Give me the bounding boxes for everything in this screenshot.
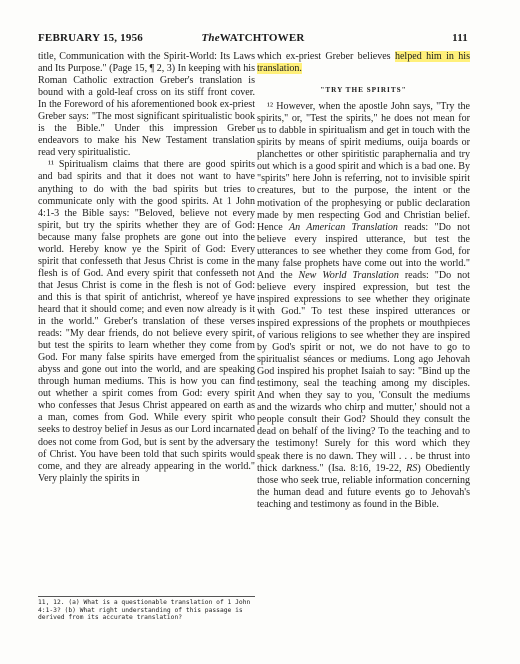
- page-number: 111: [452, 32, 468, 44]
- study-questions-footnote: 11, 12. (a) What is a questionable translation of 1 John 4:1-3? (b) What right understanding of this passage is derived from its accurate translation?: [38, 596, 255, 622]
- highlighted-text: helped him in his translation.: [257, 51, 470, 75]
- paragraph-12-part-c: reads: "Do not believe every inspired expression, but test the inspired expressions to see whether they originate with God." To test these inspired utterances or inspired expressions of the prophets or mouthpieces of various religions to see whether they are inspired by God's spirit or not, we do not have to go to spiritualist séances or mediums. Long ago Jehovah God inspired his prophet Isaiah to say: "Bind up the testimony, seal the teaching among my disciples. And when they say to you, 'Consult the mediums and the wizards who chirp and mutter,' should not a people consult their God? Should they consult the dead on behalf of the living? To the teaching and to the testimony! Surely for this word which they speak there is no dawn. They will . . . be thrust into thick darkness." (Isa. 8:16, 19-22,: [257, 269, 470, 474]
- issue-date: FEBRUARY 15, 1956: [38, 32, 143, 44]
- paragraph-11: ¹¹ Spiritualism claims that there are good spirits and bad spirits and that it does not want to have anything to do with the bad spirits but tries to communicate only with the good spirits. At 1 John 4:1-3 the Bible says: "Beloved, believe not every spirit, but try the spirits whether they are of God: because many false prophets are gone out into the world. Hereby know ye the Spirit of God: Every spirit that confesseth that Jesus Christ is come in the flesh is of God. And every spirit that confesseth not that Jesus Christ is come in the flesh is not of God: and this is that spirit of antichrist, whereof ye have heard that it should come; and even now already is it in the world." Greber's translation of these verses reads: "My dear friends, do not believe every spirit, but test the spirits to learn whether they come from God. For many false spirits have emerged from the abyss and gone out into the world, and are speaking through human mediums. This is how you can find out whether a spirit comes from God: every spirit who confesses that Jesus Christ appeared on earth as a man, comes from God. While every spirit who seeks to destroy belief in Jesus as our Lord incarnated does not come from God, but is sent by the adversary of Christ. You have been told that such spirits would come, and they are already appearing in the world." Very plainly the spirits in: [38, 159, 255, 484]
- right-column: [257, 51, 470, 511]
- book-title-new-world-translation: New World Translation: [298, 269, 399, 281]
- paragraph-continued-right: [257, 51, 470, 75]
- paragraph-continued-text: which ex-priest Greber believes: [257, 51, 395, 62]
- magazine-title-name: WATCHTOWER: [219, 32, 305, 44]
- reference-rs: RS: [406, 462, 418, 474]
- magazine-title-prefix: The: [201, 32, 220, 44]
- paragraph-12-part-d: ) Obediently those who seek true, reliable information concerning the human dead and future events go to Jehovah's teaching and testimony as found in the Bible.: [257, 462, 471, 510]
- paragraph-continued: title, Communication with the Spirit-World: Its Laws and Its Purpose." (Page 15, ¶ 2, 3) In keeping with his Roman Catholic extraction Greber's translation is bound with a gold-leaf cross on its stiff front cover. In the Foreword of his aforementioned book ex-priest Greber says: "The most significant spiritualistic book is the Bible." Under this impression Greber endeavors to make his New Testament translation read very spiritualistic.: [38, 51, 255, 159]
- section-subheading: "TRY THE SPIRITS": [320, 86, 407, 95]
- magazine-title: [38, 32, 468, 44]
- paragraph-12-part-b: reads: "Do not believe every inspired utterance, but test the utterances to see whether they come from God, for many false prophets have come out into the world." And the: [257, 221, 471, 281]
- book-title-american-translation: An American Translation: [288, 221, 398, 233]
- left-column: [38, 51, 255, 485]
- paragraph-12-part-a: ¹² However, when the apostle John says, "Try the spirits," or, "Test the spirits," he does not mean for us to dabble in spiritualism and get in touch with the spirits by means of spirit mediums, ouija boards or planchettes or other spiritistic paraphernalia and try out which is a good spirit and which is a bad one. By "spirits" here John is referring, not to invisible spirit creatures, but to the purpose, the intent or the motivation of the prophesying or public declaration made by men respecting God and Christian belief. Hence: [257, 101, 470, 233]
- paragraph-12: [257, 101, 470, 511]
- page-header: [38, 32, 468, 48]
